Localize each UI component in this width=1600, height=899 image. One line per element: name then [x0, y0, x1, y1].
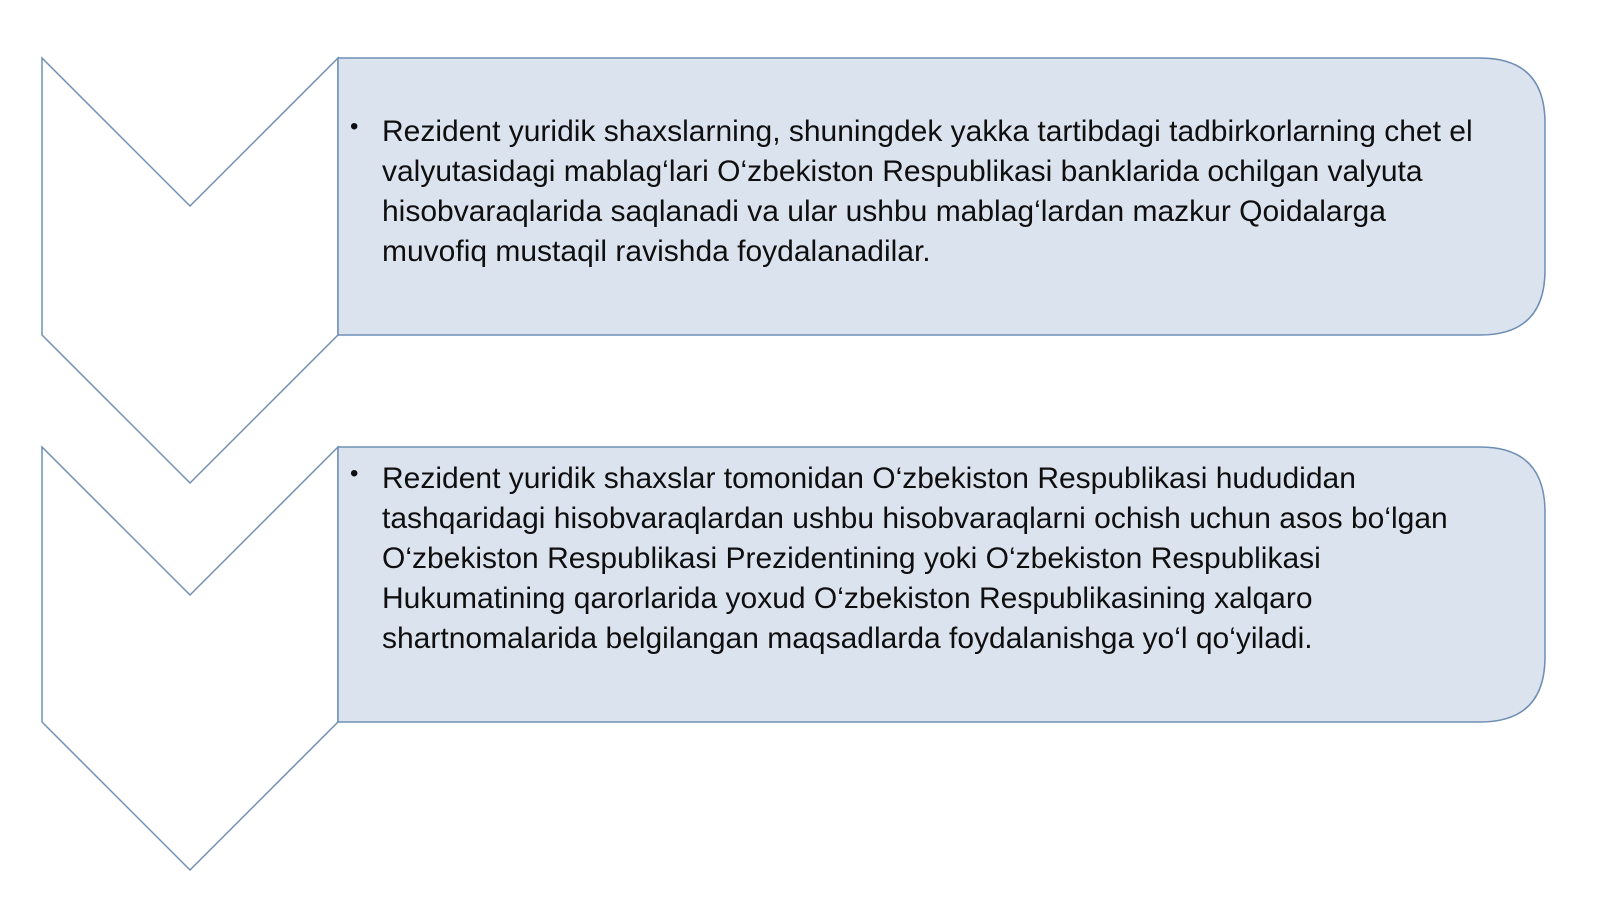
bullet-marker: •: [350, 460, 359, 487]
bullet-marker: •: [350, 113, 359, 140]
bullet-item: [350, 459, 1480, 659]
chevron-2-shape: [42, 447, 338, 870]
bullet-item: [350, 112, 1480, 272]
chevron-1-shape: [42, 58, 338, 483]
panel-1-text: [350, 112, 1480, 272]
bullet-text: Rezident yuridik shaxslarning, shuningdek yakka tartibdagi tadbirkorlarning chet el valyutasidagi mablag‘lari O‘zbekiston Respublikasi banklarida ochilgan valyuta hisobvaraqlarida saqlanadi va ular ushbu mablag‘lardan mazkur Qoidalarga muvofiq mustaqil ravishda foydalanadilar.: [382, 115, 1473, 268]
bullet-text: Rezident yuridik shaxslar tomonidan O‘zbekiston Respublikasi hududidan tashqaridagi hisobvaraqlardan ushbu hisobvaraqlarni ochish uchun asos bo‘lgan O‘zbekiston Respublikasi Prezidentining yoki O‘zbekiston Respublikasi Hukumatining qarorlarida yoxud O‘zbekiston Respublikasining xalqaro shartnomalarida belgilangan maqsadlarda foydalanishga yo‘l qo‘yiladi.: [382, 462, 1448, 655]
panel-2-text: [350, 459, 1480, 659]
